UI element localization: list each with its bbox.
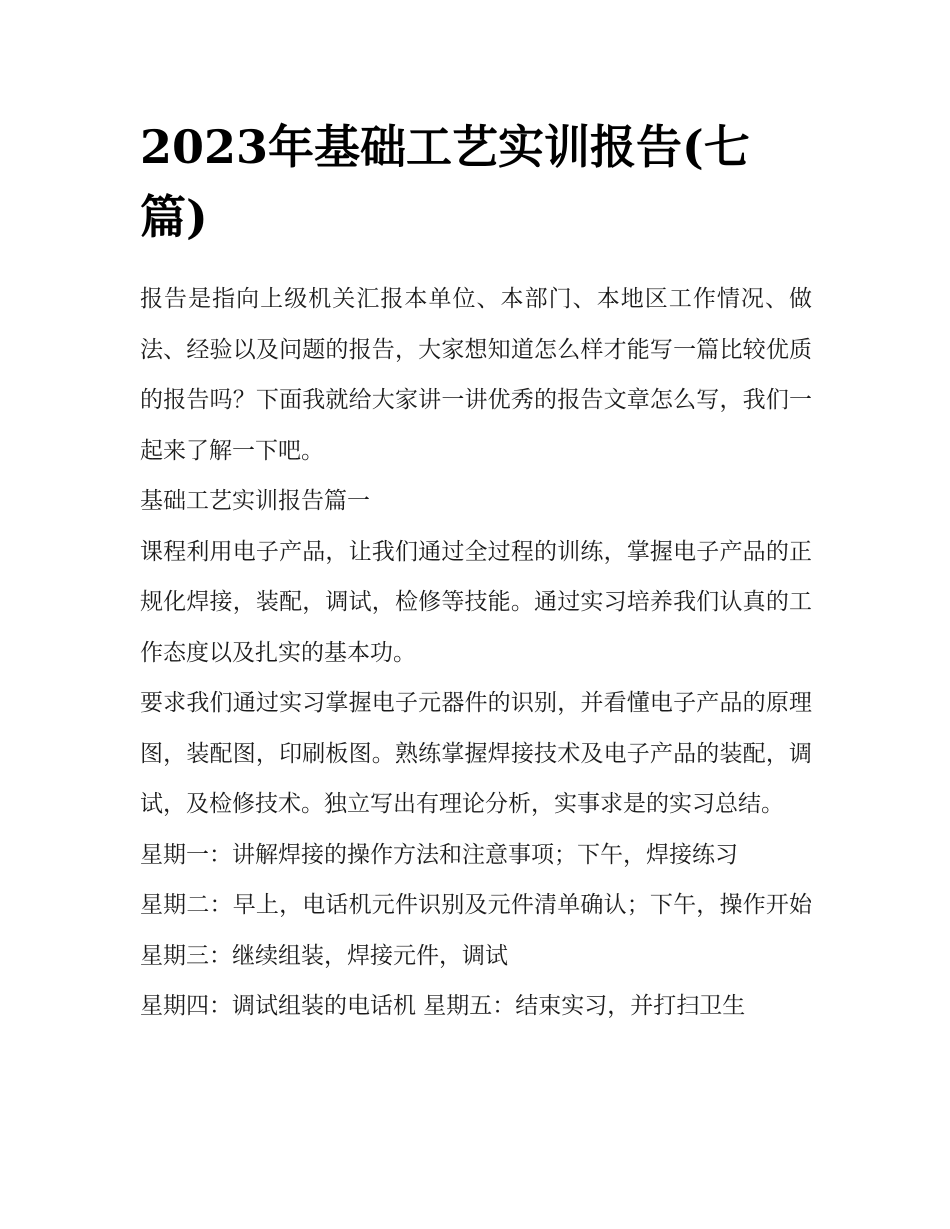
schedule-line: 星期四：调试组装的电话机 星期五：结束实习，并打扫卫生 <box>140 993 746 1019</box>
schedule-line: 星期一：讲解焊接的操作方法和注意事项；下午，焊接练习 <box>140 841 738 868</box>
body-paragraph: 要求我们通过实习掌握电子元器件的识别，并看懂电子产品的原理图，装配图，印刷板图。熟练掌握焊接技术及电子产品的装配，调试，及检修技术。独立写出有理论分析，实事求是的实习总结。 <box>140 690 812 817</box>
body-paragraph: 课程利用电子产品，让我们通过全过程的训练，掌握电子产品的正规化焊接，装配，调试，检修等技能。通过实习培养我们认真的工作态度以及扎实的基本功。 <box>140 538 812 666</box>
section-heading: 基础工艺实训报告篇一 <box>140 488 370 514</box>
document-body <box>140 274 812 1032</box>
document-title: 2023年基础工艺实训报告(七篇) <box>140 120 750 244</box>
document-page <box>140 112 812 1032</box>
schedule-line: 星期二：早上，电话机元件识别及元件清单确认；下午，操作开始 星期三：继续组装，焊接元件，调试 <box>140 892 812 969</box>
intro-paragraph: 报告是指向上级机关汇报本单位、本部门、本地区工作情况、做法、经验以及问题的报告，大家想知道怎么样才能写一篇比较优质的报告吗？下面我就给大家讲一讲优秀的报告文章怎么写，我们一起来了解一下吧。 <box>140 286 812 464</box>
